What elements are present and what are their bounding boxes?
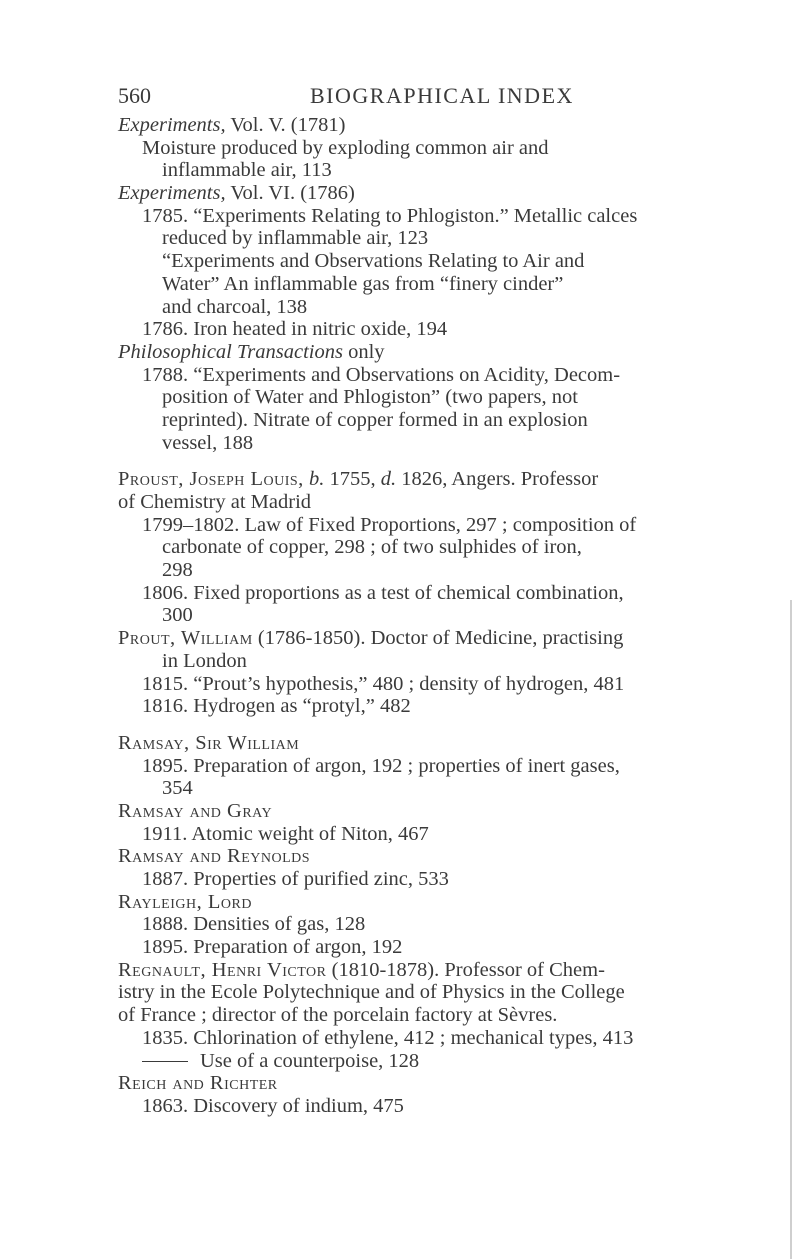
entry-line: reprinted). Nitrate of copper formed in an explosion — [162, 408, 588, 431]
person-name: Prout, William — [118, 627, 253, 650]
running-head: BIOGRAPHICAL INDEX — [310, 83, 574, 108]
entry-line: in London — [162, 649, 247, 672]
ditto-dash — [142, 1061, 188, 1062]
entry-line: 1888. Densities of gas, 128 — [142, 913, 366, 936]
page-edge-shadow — [790, 600, 792, 1259]
person-name: Ramsay, Sir William — [118, 731, 300, 754]
person-name: Reich and Richter — [118, 1072, 278, 1095]
entry-heading: Regnault, Henri Victor (1810-1878). Professor of Chem- — [118, 958, 605, 981]
entry-line: Use of a counterpoise, 128 — [118, 1050, 728, 1073]
person-name: Ramsay and Gray — [118, 799, 273, 822]
entry-line: 1895. Preparation of argon, 192 — [142, 936, 403, 959]
entry-line: Water” An inflammable gas from “finery cinder” — [162, 272, 564, 295]
entry-line: 1788. “Experiments and Observations on Acidity, Decom- — [142, 363, 621, 386]
index-body — [118, 114, 728, 1118]
entry-line: 1895. Preparation of argon, 192 ; properties of inert gases, — [142, 754, 620, 777]
entry-line: of France ; director of the porcelain factory at Sèvres. — [118, 1004, 558, 1027]
entry-line: 1887. Properties of purified zinc, 533 — [142, 868, 449, 890]
entry-line: 1911. Atomic weight of Niton, 467 — [142, 822, 429, 845]
person-name: Proust, Joseph Louis, — [118, 468, 304, 491]
entry-line: istry in the Ecole Polytechnique and of Physics in the College — [118, 981, 625, 1004]
entry-line: 1799–1802. Law of Fixed Proportions, 297 ; composition of — [142, 513, 637, 536]
entry-line: “Experiments and Observations Relating to Air and — [162, 250, 585, 273]
entry-line: 354 — [162, 777, 193, 800]
entry-line: vessel, 188 — [162, 431, 254, 454]
entry-line: 1786. Iron heated in nitric oxide, 194 — [142, 318, 448, 341]
entry-line: reduced by inflammable air, 123 — [162, 227, 429, 250]
entry-line: Moisture produced by exploding common air and — [142, 136, 549, 159]
entry-line: 1815. “Prout’s hypothesis,” 480 ; density of hydrogen, 481 — [142, 672, 625, 695]
entry-line: 1816. Hydrogen as “protyl,” 482 — [142, 695, 411, 718]
entry-line: carbonate of copper, 298 ; of two sulphides of iron, — [162, 536, 582, 559]
page-header — [118, 83, 728, 113]
entry-line: 1835. Chlorination of ethylene, 412 ; mechanical types, 413 — [142, 1026, 634, 1049]
entry-line — [118, 114, 728, 137]
entry-line: 298 — [162, 559, 193, 582]
entry-text: only — [342, 340, 385, 363]
work-title: Experiments, — [118, 114, 226, 136]
person-name: Regnault, Henri Victor — [118, 958, 327, 981]
work-title: Experiments, — [118, 182, 226, 205]
entry-text: Vol. V. (1781) — [225, 114, 346, 136]
entry-line: position of Water and Phlogiston” (two papers, not — [162, 386, 578, 409]
page-number: 560 — [118, 83, 151, 108]
entry-line: 300 — [162, 604, 193, 627]
person-name: Rayleigh, Lord — [118, 890, 252, 913]
work-title: Philosophical Transactions — [118, 340, 343, 363]
entry-line: inflammable air, 113 — [162, 159, 332, 182]
entry-line — [118, 341, 728, 364]
entry-line: 1863. Discovery of indium, 475 — [142, 1094, 404, 1117]
entry-line: of Chemistry at Madrid — [118, 491, 312, 513]
entry-heading: Prout, William (1786-1850). Doctor of Medicine, practising — [118, 627, 624, 650]
entry-line: 1806. Fixed proportions as a test of chemical combination, — [142, 581, 624, 604]
entry-heading: Proust, Joseph Louis, b. 1755, d. 1826, Angers. Professor — [118, 468, 599, 491]
entry-line: and charcoal, 138 — [162, 295, 308, 318]
entry-line: 1785. “Experiments Relating to Phlogiston.” Metallic calces — [142, 204, 638, 227]
entry-text: Vol. VI. (1786) — [225, 182, 355, 205]
entry-line — [118, 182, 728, 205]
person-name: Ramsay and Reynolds — [118, 845, 311, 868]
